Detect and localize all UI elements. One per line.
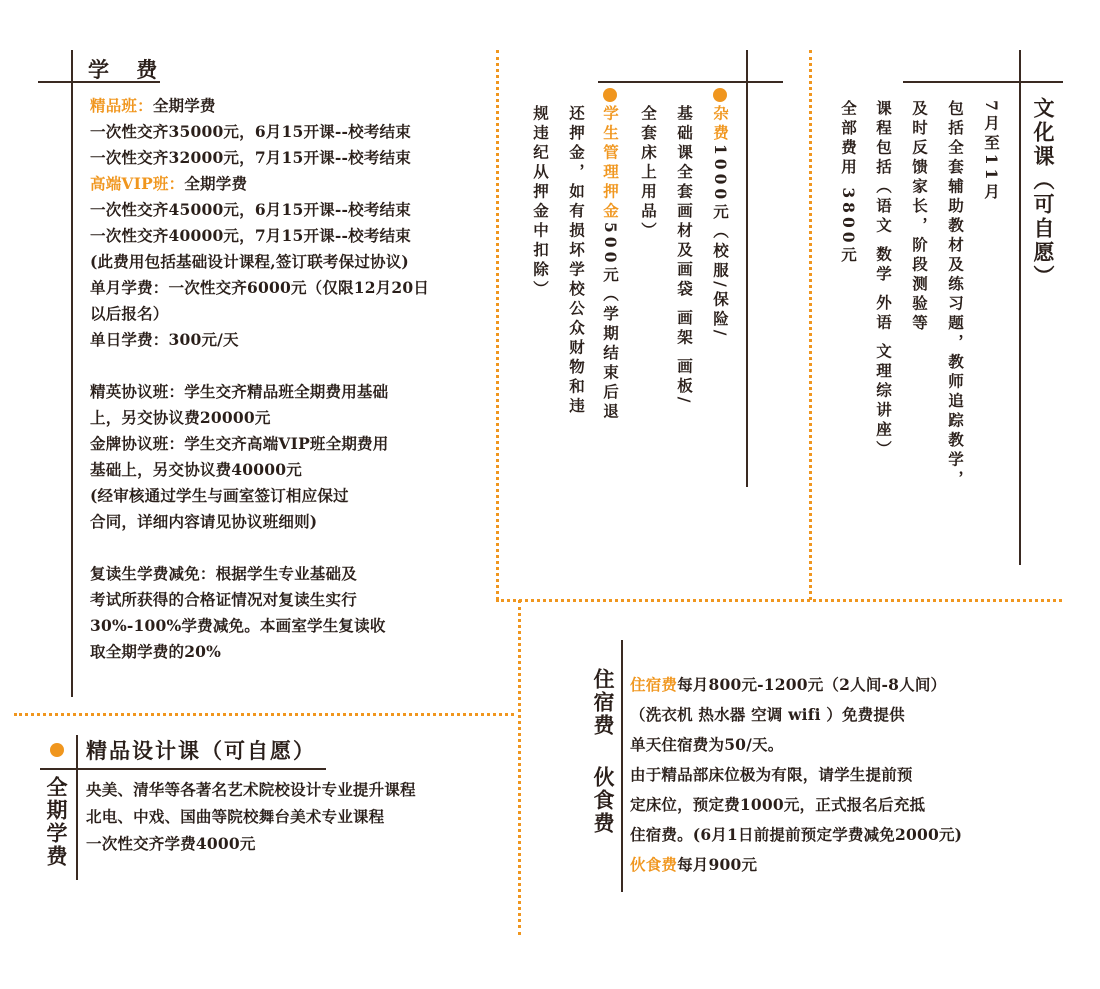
tuition-line xyxy=(90,275,429,301)
culture-top-rule xyxy=(903,81,1063,83)
misc-top-rule xyxy=(598,81,783,83)
tuition-line xyxy=(90,93,429,119)
tuition-line xyxy=(90,171,429,197)
tuition-line-text: 一次性交齐35000元，6月15开课--校考结束 xyxy=(90,122,411,141)
design-line-text: 一次性交齐学费4000元 xyxy=(86,834,256,853)
tuition-line xyxy=(90,301,429,327)
tuition-line-text: 合同，详细内容请见协议班细则) xyxy=(90,512,318,531)
board-line-highlight: 伙食费 xyxy=(630,855,678,874)
misc-fee-column xyxy=(710,105,730,339)
board-line xyxy=(630,760,962,790)
tuition-line xyxy=(90,197,429,223)
divider-center-upper xyxy=(496,50,499,600)
tuition-line-highlight: 精品班： xyxy=(90,96,153,115)
tuition-line xyxy=(90,561,429,587)
misc-deposit-bullet-icon xyxy=(603,87,617,106)
tuition-line xyxy=(90,483,429,509)
culture-col-3: 及时反馈家长，阶段测验等 xyxy=(910,100,929,334)
tuition-line-text: 取全期学费的20% xyxy=(90,642,222,661)
board-line xyxy=(630,730,962,760)
divider-center-lower xyxy=(518,600,521,935)
culture-col-4: 课程包括（语文 数学 外语 文理综讲座） xyxy=(874,100,893,460)
misc-fee-bullet-icon xyxy=(713,87,727,106)
tuition-line xyxy=(90,223,429,249)
misc-deposit-text: 500元（学期结束后退 xyxy=(601,222,620,423)
board-vertical-rule xyxy=(621,640,623,892)
tuition-line xyxy=(90,249,429,275)
misc-fee-col-2: 基础课全套画材及画袋 画架 画板/ xyxy=(675,105,694,407)
divider-right-horizontal xyxy=(496,599,1062,602)
board-line-text: 每月800元-1200元（2人间-8人间） xyxy=(677,675,947,694)
board-line xyxy=(630,700,962,730)
misc-fee-col-3: 全套床上用品） xyxy=(639,105,658,242)
design-line xyxy=(86,830,416,857)
tuition-line xyxy=(90,639,429,665)
tuition-line xyxy=(90,119,429,145)
misc-deposit-col-2: 还押金，如有损坏学校公众财物和违 xyxy=(567,105,586,417)
divider-left-horizontal xyxy=(14,713,514,716)
misc-deposit-label: 学生管理押金 xyxy=(601,105,620,222)
tuition-line-text: 单日学费：300元/天 xyxy=(90,330,239,349)
tuition-line xyxy=(90,535,429,561)
tuition-line xyxy=(90,353,429,379)
tuition-line-text: 金牌协议班：学生交齐高端VIP班全期费用 xyxy=(90,434,389,453)
tuition-line-highlight: 高端VIP班： xyxy=(90,174,185,193)
divider-right-vertical xyxy=(809,50,812,600)
tuition-line-text: 一次性交齐32000元，7月15开课--校考结束 xyxy=(90,148,411,167)
misc-fee-text: 1000元（校服/保险/ xyxy=(711,144,730,340)
tuition-line xyxy=(90,457,429,483)
tuition-line xyxy=(90,327,429,353)
tuition-body xyxy=(90,93,429,665)
board-line-text: 由于精品部床位极为有限，请学生提前预 xyxy=(630,765,913,784)
culture-col-1: 7月至11月 xyxy=(982,100,1001,203)
tuition-line xyxy=(90,379,429,405)
tuition-line-text: 基础上，另交协议费40000元 xyxy=(90,460,302,479)
tuition-line xyxy=(90,587,429,613)
misc-deposit-column xyxy=(600,105,620,422)
tuition-line-text: 全期学费 xyxy=(184,174,248,193)
board-line-text: 住宿费。(6月1日前提前预定学费减免2000元) xyxy=(630,825,963,844)
misc-vertical-rule xyxy=(746,50,748,487)
tuition-line-text: 一次性交齐45000元，6月15开课--校考结束 xyxy=(90,200,411,219)
board-side-label-accommodation: 住宿费 xyxy=(591,668,616,737)
board-body xyxy=(630,670,962,880)
tuition-line-text: 复读生学费减免：根据学生专业基础及 xyxy=(90,564,357,583)
culture-col-2: 包括全套辅助教材及练习题，教师追踪教学， xyxy=(946,100,965,490)
board-line-highlight: 住宿费 xyxy=(630,675,678,694)
tuition-line-text: 以后报名） xyxy=(90,304,169,323)
culture-vertical-rule xyxy=(1019,50,1021,565)
tuition-line-text: (经审核通过学生与画室签订相应保过 xyxy=(90,486,349,505)
tuition-line xyxy=(90,431,429,457)
tuition-line-text: 精英协议班：学生交齐精品班全期费用基础 xyxy=(90,382,389,401)
tuition-line xyxy=(90,145,429,171)
tuition-line-text: 上，另交协议费20000元 xyxy=(90,408,271,427)
tuition-line-text: 一次性交齐40000元，7月15开课--校考结束 xyxy=(90,226,411,245)
board-side-label-meals: 伙食费 xyxy=(591,766,616,835)
tuition-line xyxy=(90,509,429,535)
design-title-rule xyxy=(40,768,326,770)
design-line-text: 北电、中戏、国曲等院校舞台美术专业课程 xyxy=(86,807,385,826)
tuition-title: 学 费 xyxy=(88,57,168,82)
design-course-title: 精品设计课（可自愿） xyxy=(86,738,316,763)
design-bullet-icon xyxy=(50,742,64,761)
design-line-text: 央美、清华等各著名艺术院校设计专业提升课程 xyxy=(86,780,416,799)
culture-title: 文化课（可自愿） xyxy=(1031,97,1056,289)
board-line-text: 定床位，预定费1000元，正式报名后充抵 xyxy=(630,795,926,814)
board-line xyxy=(630,850,962,880)
tuition-line-text: 考试所获得的合格证情况对复读生实行 xyxy=(90,590,357,609)
tuition-vertical-rule xyxy=(71,50,73,697)
board-line-text: （洗衣机 热水器 空调 wifi ）免费提供 xyxy=(630,705,905,724)
design-line xyxy=(86,803,416,830)
design-side-label: 全期学费 xyxy=(44,776,69,868)
tuition-line-text: (此费用包括基础设计课程,签订联考保过协议) xyxy=(90,252,409,271)
tuition-line xyxy=(90,613,429,639)
tuition-line-text: 30%-100%学费减免。本画室学生复读收 xyxy=(90,616,386,635)
misc-deposit-col-3: 规违纪从押金中扣除） xyxy=(531,105,550,300)
design-body xyxy=(86,776,416,857)
board-line xyxy=(630,820,962,850)
board-line-text: 每月900元 xyxy=(677,855,758,874)
culture-col-5: 全部费用 3800元 xyxy=(839,100,858,267)
design-vertical-rule xyxy=(76,735,78,880)
tuition-line-text: 单月学费：一次性交齐6000元（仅限12月20日 xyxy=(90,278,430,297)
board-line xyxy=(630,670,962,700)
tuition-line-text: 全期学费 xyxy=(152,96,216,115)
tuition-line xyxy=(90,405,429,431)
board-line xyxy=(630,790,962,820)
board-line-text: 单天住宿费为50/天。 xyxy=(630,735,784,754)
misc-fee-label: 杂费 xyxy=(711,105,730,144)
design-line xyxy=(86,776,416,803)
